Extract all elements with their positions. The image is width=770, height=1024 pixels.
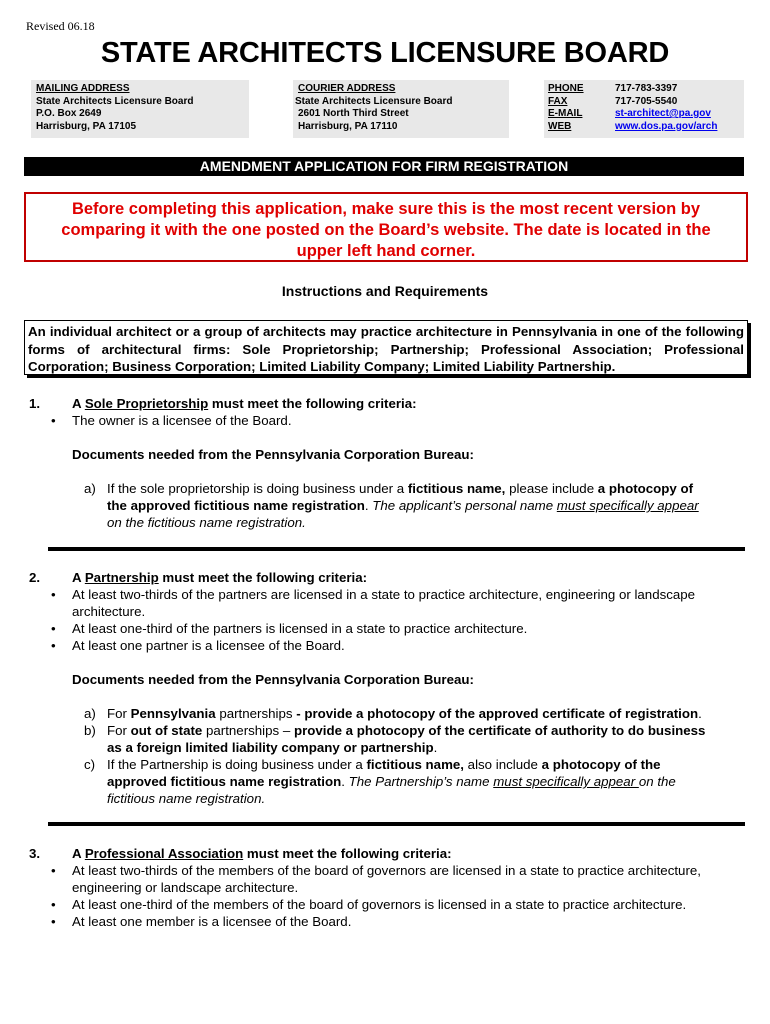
list-label: c) (84, 757, 96, 772)
courier-address-header: COURIER ADDRESS (298, 83, 396, 94)
criteria-item: At least one-third of the partners is licensed in a state to practice architecture. (72, 621, 528, 636)
instructions-heading: Instructions and Requirements (281, 283, 489, 299)
section-number: 2. (29, 570, 41, 585)
mailing-address-line: State Architects Licensure Board (36, 95, 194, 107)
criteria-item: At least one-third of the members of the board of governors is licensed in a state to practice architecture. (72, 897, 687, 912)
criteria-item: architecture. (72, 604, 146, 619)
document-requirement: as a foreign limited liability company or partnership. (107, 740, 438, 755)
firm-forms-box: An individual architect or a group of architects may practice architecture in Pennsylvania in one of the following forms of architectural firms: Sole Proprietorship; Partnership; Professional Association; Professional Corporation; Business Corporation; Limited Liability Company; Limited Liability Partnership. (24, 320, 748, 375)
fax-label: FAX (548, 95, 568, 107)
bullet-icon: • (51, 587, 56, 602)
firm-type-name: Sole Proprietorship (84, 396, 209, 411)
section-divider (48, 822, 745, 826)
list-label: a) (84, 481, 96, 496)
list-label: b) (84, 723, 96, 738)
document-requirement: the approved fictitious name registration. The applicant’s personal name must specifically appear (107, 498, 699, 513)
email-link[interactable]: st-architect@pa.gov (615, 108, 711, 119)
bullet-icon: • (51, 863, 56, 878)
criteria-item: At least two-thirds of the partners are licensed in a state to practice architecture, engineering or landscape (72, 587, 696, 602)
criteria-item: At least two-thirds of the members of the board of governors are licensed in a state to practice architecture, (72, 863, 701, 878)
phone-number: 717-783-3397 (615, 83, 678, 94)
document-requirement: on the fictitious name registration. (107, 515, 306, 530)
document-requirement: If the sole proprietorship is doing business under a fictitious name, please include a photocopy of (107, 481, 694, 496)
courier-address-block (293, 80, 509, 138)
section-number: 3. (29, 846, 41, 861)
page-title: STATE ARCHITECTS LICENSURE BOARD (100, 37, 670, 69)
section-number: 1. (29, 396, 41, 411)
documents-heading: Documents needed from the Pennsylvania Corporation Bureau: (72, 672, 474, 687)
contact-block (544, 80, 744, 138)
list-label: a) (84, 706, 96, 721)
warning-line: comparing it with the one posted on the Board’s website. The date is located in the (61, 221, 711, 239)
section-heading: A Partnership must meet the following criteria: (72, 570, 368, 585)
mailing-address-block (31, 80, 249, 138)
documents-heading: Documents needed from the Pennsylvania Corporation Bureau: (72, 447, 474, 462)
revision-date: Revised 06.18 (26, 19, 95, 33)
web-label: WEB (548, 120, 572, 132)
firm-type-name: Professional Association (84, 846, 244, 861)
bullet-icon: • (51, 621, 56, 636)
fax-number: 717-705-5540 (615, 95, 678, 107)
version-warning-box (24, 192, 748, 262)
courier-address-line: Harrisburg, PA 17110 (298, 120, 398, 132)
warning-line: upper left hand corner. (296, 242, 476, 260)
document-requirement: fictitious name registration. (107, 791, 266, 806)
mailing-address-header: MAILING ADDRESS (36, 83, 130, 94)
section-heading: A Sole Proprietorship must meet the following criteria: (72, 396, 417, 411)
form-title-bar: AMENDMENT APPLICATION FOR FIRM REGISTRATION (24, 157, 744, 176)
section-heading: A Professional Association must meet the following criteria: (72, 846, 452, 861)
firm-type-name: Partnership (84, 570, 159, 585)
document-requirement: For Pennsylvania partnerships - provide a photocopy of the approved certificate of registration. (107, 706, 702, 721)
courier-address-line: State Architects Licensure Board (295, 95, 453, 107)
criteria-item: The owner is a licensee of the Board. (72, 413, 292, 428)
bullet-icon: • (51, 914, 56, 929)
mailing-address-line: Harrisburg, PA 17105 (36, 120, 137, 132)
criteria-item: At least one partner is a licensee of the Board. (72, 638, 345, 653)
document-requirement: For out of state partnerships – provide a photocopy of the certificate of authority to do business (107, 723, 706, 738)
phone-label: PHONE (548, 83, 584, 94)
mailing-address-line: P.O. Box 2649 (36, 108, 102, 119)
bullet-icon: • (51, 897, 56, 912)
section-divider (48, 547, 745, 551)
bullet-icon: • (51, 413, 56, 428)
warning-line: Before completing this application, make sure this is the most recent version by (71, 200, 701, 218)
document-requirement: approved fictitious name registration. The Partnership’s name must specifically appear on the (107, 774, 676, 789)
bullet-icon: • (51, 638, 56, 653)
criteria-item: engineering or landscape architecture. (72, 880, 299, 895)
courier-address-line: 2601 North Third Street (298, 108, 409, 119)
criteria-item: At least one member is a licensee of the Board. (72, 914, 352, 929)
website-link[interactable]: www.dos.pa.gov/arch (615, 120, 718, 132)
email-label: E-MAIL (548, 108, 583, 119)
document-requirement: If the Partnership is doing business under a fictitious name, also include a photocopy of the (107, 757, 661, 772)
